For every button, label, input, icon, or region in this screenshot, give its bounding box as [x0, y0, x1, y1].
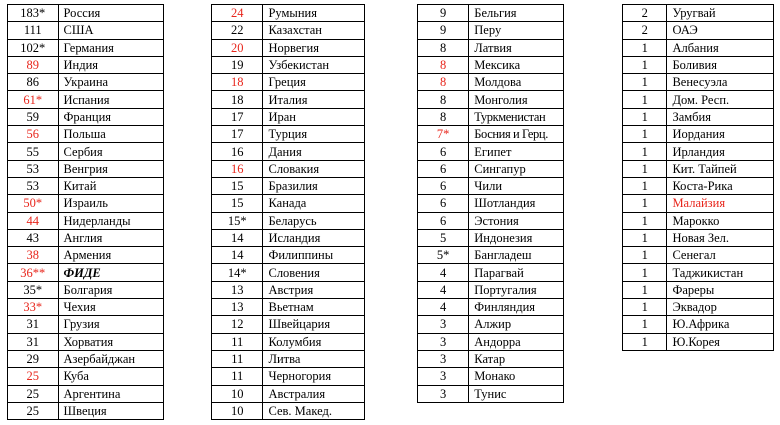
- table-row: [212, 333, 365, 350]
- table-row: [8, 247, 164, 264]
- table-row: [212, 385, 365, 402]
- participant-count: 1: [623, 212, 667, 229]
- table-row: [212, 5, 365, 22]
- table-row: [8, 74, 164, 91]
- table-row: [212, 316, 365, 333]
- table-row: [418, 91, 564, 108]
- country-name: Боливия: [667, 56, 774, 73]
- table-row: [623, 5, 774, 22]
- country-name: США: [58, 22, 163, 39]
- table-row: [623, 39, 774, 56]
- country-name: Испания: [58, 91, 163, 108]
- country-name: Тунис: [469, 385, 564, 402]
- country-name: Бразилия: [263, 177, 365, 194]
- participant-count: 13: [212, 281, 263, 298]
- participant-count: 8: [418, 108, 469, 125]
- participant-count: 3: [418, 350, 469, 367]
- participant-count: 1: [623, 195, 667, 212]
- table-row: [418, 56, 564, 73]
- country-name: Хорватия: [58, 333, 163, 350]
- participant-count: 25: [8, 402, 59, 419]
- country-table-3: [417, 4, 564, 403]
- participant-count: 61*: [8, 91, 59, 108]
- country-name: Казахстан: [263, 22, 365, 39]
- participant-count: 9: [418, 22, 469, 39]
- country-name: Эквадор: [667, 299, 774, 316]
- participant-count: 5*: [418, 247, 469, 264]
- country-name: Катар: [469, 350, 564, 367]
- country-name: Шотландия: [469, 195, 564, 212]
- table-row: [212, 74, 365, 91]
- country-name: Бельгия: [469, 5, 564, 22]
- country-name: Парагвай: [469, 264, 564, 281]
- table-row: [623, 229, 774, 246]
- table-row: [212, 195, 365, 212]
- participant-count: 19: [212, 56, 263, 73]
- country-name: Египет: [469, 143, 564, 160]
- participant-count: 1: [623, 281, 667, 298]
- country-name: Узбекистан: [263, 56, 365, 73]
- table-row: [623, 91, 774, 108]
- table-row: [418, 143, 564, 160]
- table-row: [212, 368, 365, 385]
- table-row: [8, 5, 164, 22]
- table-row: [212, 299, 365, 316]
- country-name: ОАЭ: [667, 22, 774, 39]
- table-row: [623, 22, 774, 39]
- table-row: [8, 316, 164, 333]
- participant-count: 89: [8, 56, 59, 73]
- country-name: Коста-Рика: [667, 177, 774, 194]
- country-name: Турция: [263, 126, 365, 143]
- participant-count: 1: [623, 39, 667, 56]
- table-row: [418, 74, 564, 91]
- participant-count: 1: [623, 160, 667, 177]
- country-name: Латвия: [469, 39, 564, 56]
- country-name: Перу: [469, 22, 564, 39]
- table-row: [8, 212, 164, 229]
- country-name: Украина: [58, 74, 163, 91]
- participant-count: 2: [623, 22, 667, 39]
- table-row: [212, 126, 365, 143]
- country-name: Румыния: [263, 5, 365, 22]
- participant-count: 7*: [418, 126, 469, 143]
- country-name: Болгария: [58, 281, 163, 298]
- table-row: [418, 333, 564, 350]
- table-row: [8, 56, 164, 73]
- country-name: Кит. Тайпей: [667, 160, 774, 177]
- country-name: Колумбия: [263, 333, 365, 350]
- table-row: [212, 56, 365, 73]
- country-name: Венесуэла: [667, 74, 774, 91]
- table-row: [418, 385, 564, 402]
- participant-count: 14: [212, 247, 263, 264]
- table-row: [418, 316, 564, 333]
- participant-count: 33*: [8, 299, 59, 316]
- country-name: Индия: [58, 56, 163, 73]
- table-row: [418, 126, 564, 143]
- table-row: [212, 177, 365, 194]
- country-name: Азербайджан: [58, 350, 163, 367]
- country-name: Ю.Африка: [667, 316, 774, 333]
- participant-count: 15: [212, 177, 263, 194]
- table-row: [623, 281, 774, 298]
- country-name: Грузия: [58, 316, 163, 333]
- participant-count: 6: [418, 212, 469, 229]
- participant-count: 5: [418, 229, 469, 246]
- table-row: [8, 195, 164, 212]
- table-row: [623, 143, 774, 160]
- table-row: [623, 316, 774, 333]
- participant-count: 1: [623, 143, 667, 160]
- country-name: Малайзия: [667, 195, 774, 212]
- participant-count: 6: [418, 177, 469, 194]
- country-name: Израиль: [58, 195, 163, 212]
- country-name: Филиппины: [263, 247, 365, 264]
- table-row: [212, 264, 365, 281]
- country-name: Сербия: [58, 143, 163, 160]
- table-row: [623, 299, 774, 316]
- country-name: Сев. Макед.: [263, 402, 365, 419]
- participant-count: 22: [212, 22, 263, 39]
- country-name: Польша: [58, 126, 163, 143]
- country-name: Чехия: [58, 299, 163, 316]
- country-name: Австралия: [263, 385, 365, 402]
- participant-count: 11: [212, 333, 263, 350]
- country-name: Швеция: [58, 402, 163, 419]
- participant-count: 14: [212, 229, 263, 246]
- table-row: [8, 333, 164, 350]
- participant-count: 102*: [8, 39, 59, 56]
- participant-count: 1: [623, 229, 667, 246]
- country-name: ФИДЕ: [58, 264, 163, 281]
- country-name: Литва: [263, 350, 365, 367]
- participant-count: 15: [212, 195, 263, 212]
- participant-count: 6: [418, 143, 469, 160]
- table-row: [212, 247, 365, 264]
- country-name: Нидерланды: [58, 212, 163, 229]
- table-row: [623, 177, 774, 194]
- participant-count: 3: [418, 368, 469, 385]
- table-row: [623, 247, 774, 264]
- participant-count: 24: [212, 5, 263, 22]
- country-name: Германия: [58, 39, 163, 56]
- country-name: Андорра: [469, 333, 564, 350]
- participant-count: 53: [8, 160, 59, 177]
- table-row: [418, 350, 564, 367]
- participant-count: 1: [623, 177, 667, 194]
- country-name: Алжир: [469, 316, 564, 333]
- country-table-1: [7, 4, 164, 420]
- country-name: Индонезия: [469, 229, 564, 246]
- country-table-2: [211, 4, 365, 420]
- participant-count: 1: [623, 74, 667, 91]
- table-row: [212, 108, 365, 125]
- country-name: Беларусь: [263, 212, 365, 229]
- country-name: Китай: [58, 177, 163, 194]
- table-row: [8, 177, 164, 194]
- country-name: Фареры: [667, 281, 774, 298]
- participant-count: 31: [8, 333, 59, 350]
- participant-count: 1: [623, 126, 667, 143]
- participant-count: 56: [8, 126, 59, 143]
- table-row: [8, 143, 164, 160]
- table-row: [623, 56, 774, 73]
- participant-count: 4: [418, 264, 469, 281]
- participant-count: 183*: [8, 5, 59, 22]
- participant-count: 20: [212, 39, 263, 56]
- country-name: Норвегия: [263, 39, 365, 56]
- table-row: [623, 108, 774, 125]
- participant-count: 59: [8, 108, 59, 125]
- table-row: [418, 108, 564, 125]
- country-name: Албания: [667, 39, 774, 56]
- country-name: Марокко: [667, 212, 774, 229]
- country-name: Мексика: [469, 56, 564, 73]
- participant-count: 38: [8, 247, 59, 264]
- participant-count: 16: [212, 143, 263, 160]
- table-row: [212, 91, 365, 108]
- participant-count: 50*: [8, 195, 59, 212]
- table-row: [623, 160, 774, 177]
- table-row: [8, 368, 164, 385]
- country-name: Чили: [469, 177, 564, 194]
- participant-count: 2: [623, 5, 667, 22]
- country-name: Греция: [263, 74, 365, 91]
- country-name: Исландия: [263, 229, 365, 246]
- participant-count: 25: [8, 385, 59, 402]
- table-row: [418, 229, 564, 246]
- country-name: Новая Зел.: [667, 229, 774, 246]
- table-row: [212, 160, 365, 177]
- table-row: [212, 143, 365, 160]
- table-row: [418, 160, 564, 177]
- participant-count: 18: [212, 91, 263, 108]
- table-row: [418, 195, 564, 212]
- country-name: Бангладеш: [469, 247, 564, 264]
- country-name: Вьетнам: [263, 299, 365, 316]
- participant-count: 10: [212, 385, 263, 402]
- country-name: Армения: [58, 247, 163, 264]
- country-name: Эстония: [469, 212, 564, 229]
- participant-count: 9: [418, 5, 469, 22]
- participant-count: 10: [212, 402, 263, 419]
- participant-count: 1: [623, 264, 667, 281]
- participant-count: 13: [212, 299, 263, 316]
- participant-count: 3: [418, 385, 469, 402]
- country-name: Иран: [263, 108, 365, 125]
- participant-count: 25: [8, 368, 59, 385]
- table-row: [8, 108, 164, 125]
- table-row: [8, 281, 164, 298]
- table-row: [8, 160, 164, 177]
- participant-count: 29: [8, 350, 59, 367]
- country-name: Монако: [469, 368, 564, 385]
- country-name: Франция: [58, 108, 163, 125]
- country-name: Португалия: [469, 281, 564, 298]
- table-row: [212, 22, 365, 39]
- table-row: [8, 229, 164, 246]
- country-name: Ирландия: [667, 143, 774, 160]
- table-row: [418, 299, 564, 316]
- participant-count: 15*: [212, 212, 263, 229]
- table-row: [212, 212, 365, 229]
- table-row: [8, 385, 164, 402]
- country-name: Дом. Респ.: [667, 91, 774, 108]
- table-row: [212, 39, 365, 56]
- table-row: [418, 177, 564, 194]
- participant-count: 11: [212, 350, 263, 367]
- participant-count: 6: [418, 160, 469, 177]
- table-row: [8, 91, 164, 108]
- participant-count: 12: [212, 316, 263, 333]
- country-name: Черногория: [263, 368, 365, 385]
- country-name: Италия: [263, 91, 365, 108]
- table-row: [623, 74, 774, 91]
- table-row: [8, 402, 164, 419]
- table-row: [418, 264, 564, 281]
- country-table-4: [622, 4, 774, 351]
- table-row: [418, 5, 564, 22]
- participant-count: 14*: [212, 264, 263, 281]
- country-name: Россия: [58, 5, 163, 22]
- country-name: Словакия: [263, 160, 365, 177]
- participant-count: 1: [623, 91, 667, 108]
- participant-count: 36**: [8, 264, 59, 281]
- country-name: Аргентина: [58, 385, 163, 402]
- table-row: [418, 22, 564, 39]
- participant-count: 8: [418, 74, 469, 91]
- participant-count: 55: [8, 143, 59, 160]
- participant-count: 1: [623, 56, 667, 73]
- table-row: [8, 22, 164, 39]
- table-row: [212, 229, 365, 246]
- table-row: [418, 281, 564, 298]
- table-row: [212, 402, 365, 419]
- country-name: Туркменистан: [469, 108, 564, 125]
- participant-count: 8: [418, 39, 469, 56]
- table-row: [8, 264, 164, 281]
- country-name: Монголия: [469, 91, 564, 108]
- country-name: Финляндия: [469, 299, 564, 316]
- participant-count: 53: [8, 177, 59, 194]
- participant-count: 1: [623, 333, 667, 350]
- table-row: [623, 212, 774, 229]
- participant-count: 35*: [8, 281, 59, 298]
- participant-count: 3: [418, 316, 469, 333]
- country-name: Уругвай: [667, 5, 774, 22]
- country-name: Австрия: [263, 281, 365, 298]
- table-row: [8, 299, 164, 316]
- country-name: Куба: [58, 368, 163, 385]
- country-name: Дания: [263, 143, 365, 160]
- table-row: [418, 39, 564, 56]
- country-name: Англия: [58, 229, 163, 246]
- participant-count: 17: [212, 108, 263, 125]
- participant-count: 4: [418, 281, 469, 298]
- country-name: Швейцария: [263, 316, 365, 333]
- participant-count: 6: [418, 195, 469, 212]
- participant-count: 8: [418, 56, 469, 73]
- participant-count: 1: [623, 299, 667, 316]
- country-name: Словения: [263, 264, 365, 281]
- table-row: [418, 368, 564, 385]
- participant-count: 11: [212, 368, 263, 385]
- participant-count: 86: [8, 74, 59, 91]
- table-row: [418, 247, 564, 264]
- participant-count: 8: [418, 91, 469, 108]
- participant-count: 16: [212, 160, 263, 177]
- table-row: [623, 333, 774, 350]
- table-row: [212, 350, 365, 367]
- participant-count: 1: [623, 247, 667, 264]
- country-name: Иордания: [667, 126, 774, 143]
- participant-count: 18: [212, 74, 263, 91]
- table-row: [8, 39, 164, 56]
- table-row: [8, 350, 164, 367]
- participant-count: 31: [8, 316, 59, 333]
- country-name: Таджикистан: [667, 264, 774, 281]
- table-row: [623, 264, 774, 281]
- country-name: Венгрия: [58, 160, 163, 177]
- table-row: [623, 126, 774, 143]
- country-name: Босния и Герц.: [469, 126, 564, 143]
- country-name: Замбия: [667, 108, 774, 125]
- participant-count: 1: [623, 108, 667, 125]
- table-row: [418, 212, 564, 229]
- participant-count: 4: [418, 299, 469, 316]
- country-name: Канада: [263, 195, 365, 212]
- country-name: Сингапур: [469, 160, 564, 177]
- participant-count: 44: [8, 212, 59, 229]
- country-name: Сенегал: [667, 247, 774, 264]
- table-row: [212, 281, 365, 298]
- participant-count: 111: [8, 22, 59, 39]
- table-row: [623, 195, 774, 212]
- participant-count: 1: [623, 316, 667, 333]
- table-row: [8, 126, 164, 143]
- participant-count: 17: [212, 126, 263, 143]
- country-name: Ю.Корея: [667, 333, 774, 350]
- participant-count: 43: [8, 229, 59, 246]
- participant-count: 3: [418, 333, 469, 350]
- country-name: Молдова: [469, 74, 564, 91]
